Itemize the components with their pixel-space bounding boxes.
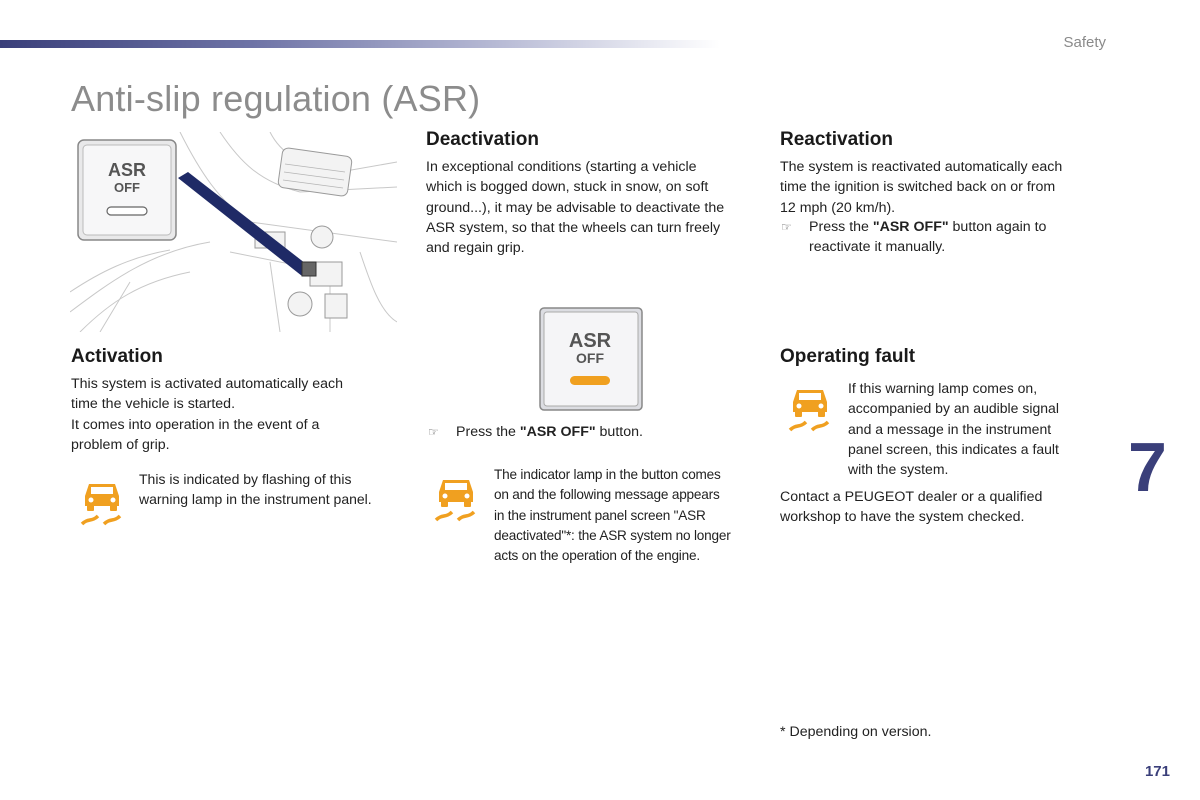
dashboard-illustration [70,132,397,332]
fault-lamp-note [848,378,1098,479]
activation-lamp-line-1: This is indicated by flashing of this [139,471,352,487]
deactivation-lamp-note [494,465,764,566]
deactivation-lamp-line: The indicator lamp in the button comes [494,467,721,482]
reactivation-line: time the ignition is switched back on or from [780,179,1056,196]
deactivation-heading: Deactivation [426,129,539,150]
press-prefix: Press the [456,424,520,440]
press-button-name: "ASR OFF" [519,424,596,440]
fault-heading: Operating fault [780,346,916,367]
activation-line-2: time the vehicle is started. [71,396,236,413]
fault-contact-text [780,487,1110,528]
footnote: * Depending on version. [780,724,932,740]
page-number: 171 [1144,763,1170,780]
section-name: Safety [1063,34,1106,51]
press-line-2: reactivate it manually. [809,239,946,256]
activation-lamp-note [139,469,409,510]
button-label-bottom: OFF [576,350,604,366]
skid-car-warning-icon [432,474,480,522]
fault-lamp-line: accompanied by an audible signal [848,400,1059,417]
pointing-hand-icon: ☞ [428,425,439,439]
deactivation-line: which is bogged down, stuck in snow, on soft [426,179,709,196]
reactivation-heading: Reactivation [780,129,893,150]
fault-contact-line-1: Contact a PEUGEOT dealer or a qualified [780,489,1043,505]
activation-line-1: This system is activated automatically each [71,376,344,392]
reactivation-press-instruction [781,217,1101,259]
skid-car-warning-icon [786,384,834,432]
activation-text [71,374,401,455]
deactivation-line: and regain grip. [426,240,525,257]
activation-heading: Activation [71,346,163,367]
activation-line-4: problem of grip. [71,436,170,453]
pointing-hand-icon: ☞ [781,220,792,234]
deactivation-lamp-line: on and the following message appears [494,487,720,503]
page-title: Anti-slip regulation (ASR) [71,78,481,119]
activation-line-3: It comes into operation in the event of a [71,416,320,433]
fault-lamp-line: with the system. [848,461,949,478]
button-label-top: ASR [568,330,612,352]
deactivation-line: ground...), it may be advisable to deactivate the [426,199,725,216]
skid-car-warning-icon [78,478,126,526]
fault-contact-line-2: workshop to have the system checked. [780,509,1025,526]
reactivation-line: The system is reactivated automatically each [780,159,1063,175]
deactivation-line: In exceptional conditions (starting a vehicle [426,159,697,175]
activation-lamp-line-2: warning lamp in the instrument panel. [139,491,372,508]
press-suffix: button. [595,424,643,440]
chapter-number: 7 [1128,428,1167,506]
deactivation-lamp-line: in the instrument panel screen "ASR [494,507,706,523]
fault-lamp-line: If this warning lamp comes on, [848,380,1038,396]
zoom-button-label-bottom: OFF [114,180,140,195]
deactivation-line: ASR system, so that the wheels can turn freely [426,219,721,236]
reactivation-line: 12 mph (20 km/h). [780,199,896,216]
press-prefix: Press the [809,219,873,235]
press-button-name: "ASR OFF" [872,219,949,235]
header-gradient-bar [0,40,720,48]
deactivation-lamp-line: acts on the operation of the engine. [494,548,700,564]
press-suffix: button again to [948,219,1047,235]
fault-lamp-line: and a message in the instrument [848,420,1052,437]
fault-lamp-line: panel screen, this indicates a fault [848,440,1059,457]
deactivation-lamp-line: deactivated"*: the ASR system no longer [494,527,731,543]
zoom-button-label-top: ASR [107,160,147,180]
deactivation-text [426,157,766,258]
asr-off-button-picture [539,307,643,411]
reactivation-text [780,157,1110,218]
